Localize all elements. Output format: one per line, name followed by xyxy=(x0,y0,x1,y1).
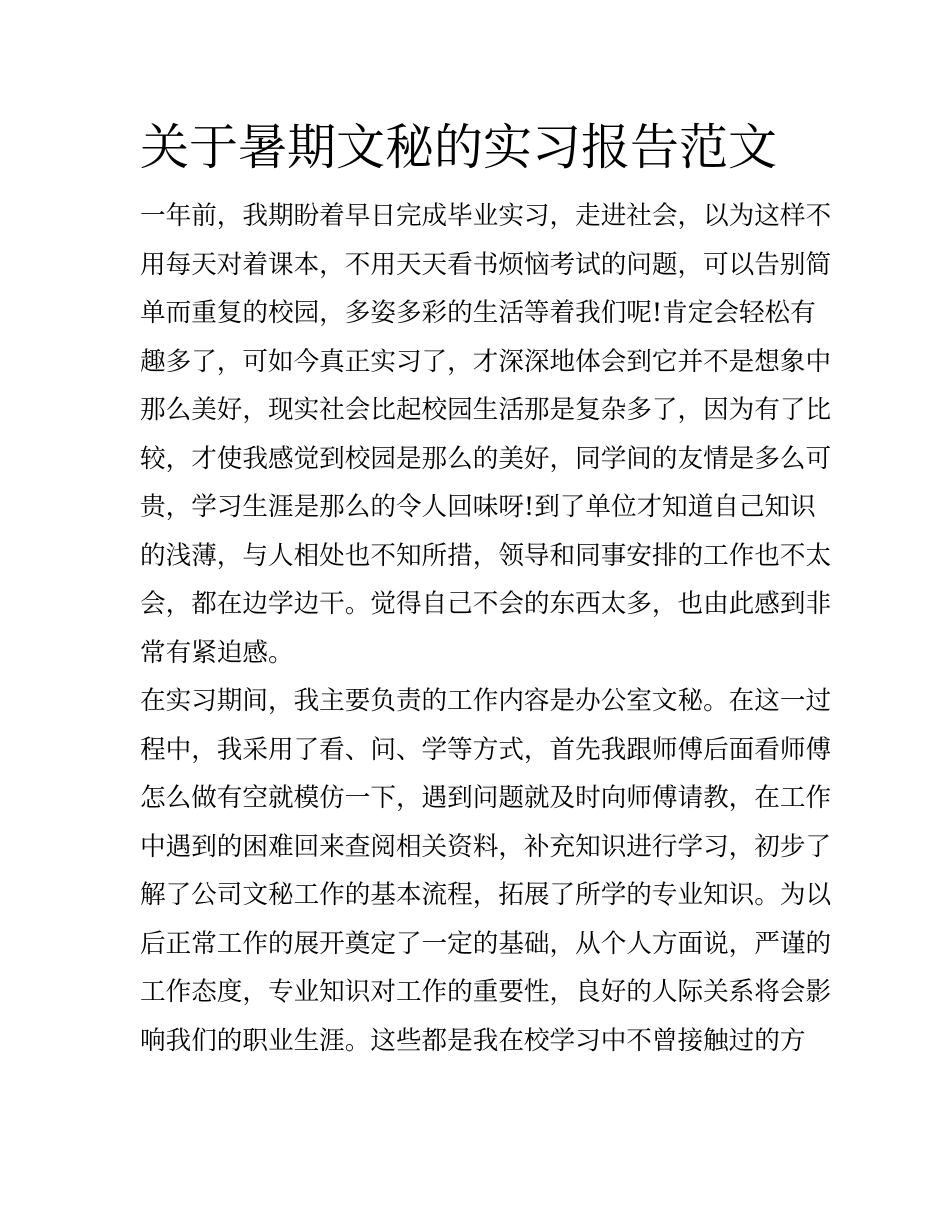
text-line: 单而重复的校园，多姿多彩的生活等着我们呢!肯定会轻松有 xyxy=(140,298,816,328)
text-line: 常有紧迫感。 xyxy=(140,637,294,668)
document-title: 关于暑期文秘的实习报告范文 xyxy=(140,119,778,176)
text-line: 后正常工作的展开奠定了一定的基础，从个人方面说，严谨的 xyxy=(140,928,832,959)
document-body xyxy=(140,192,832,1065)
paragraph-2 xyxy=(140,677,832,1065)
text-line: 解了公司文秘工作的基本流程，拓展了所学的专业知识。为以 xyxy=(140,880,832,910)
text-line: 中遇到的困难回来查阅相关资料，补充知识进行学习，初步了 xyxy=(140,831,832,862)
text-line: 那么美好，现实社会比起校园生活那是复杂多了，因为有了比 xyxy=(140,395,832,425)
text-line: 用每天对着课本，不用天天看书烦恼考试的问题，可以告别简 xyxy=(140,249,832,280)
text-line: 的浅薄，与人相处也不知所措，领导和同事安排的工作也不太 xyxy=(140,540,832,571)
text-line: 怎么做有空就模仿一下，遇到问题就及时向师傅请教，在工作 xyxy=(140,783,832,813)
text-line: 会，都在边学边干。觉得自己不会的东西太多，也由此感到非 xyxy=(140,589,832,619)
text-line: 程中，我采用了看、问、学等方式，首先我跟师傅后面看师傅 xyxy=(140,734,832,765)
text-line: 趣多了，可如今真正实习了，才深深地体会到它并不是想象中 xyxy=(140,346,832,377)
text-line: 贵，学习生涯是那么的令人回味呀!到了单位才知道自己知识 xyxy=(140,492,816,522)
text-line: 较，才使我感觉到校园是那么的美好，同学间的友情是多么可 xyxy=(140,443,832,474)
paragraph-1 xyxy=(140,192,832,677)
text-line: 在实习期间，我主要负责的工作内容是办公室文秘。在这一过 xyxy=(140,686,832,716)
text-line: 一年前，我期盼着早日完成毕业实习，走进社会，以为这样不 xyxy=(140,201,832,231)
text-line: 工作态度，专业知识对工作的重要性，良好的人际关系将会影 xyxy=(140,977,832,1007)
text-line: 响我们的职业生涯。这些都是我在校学习中不曾接触过的方 xyxy=(140,1025,806,1056)
